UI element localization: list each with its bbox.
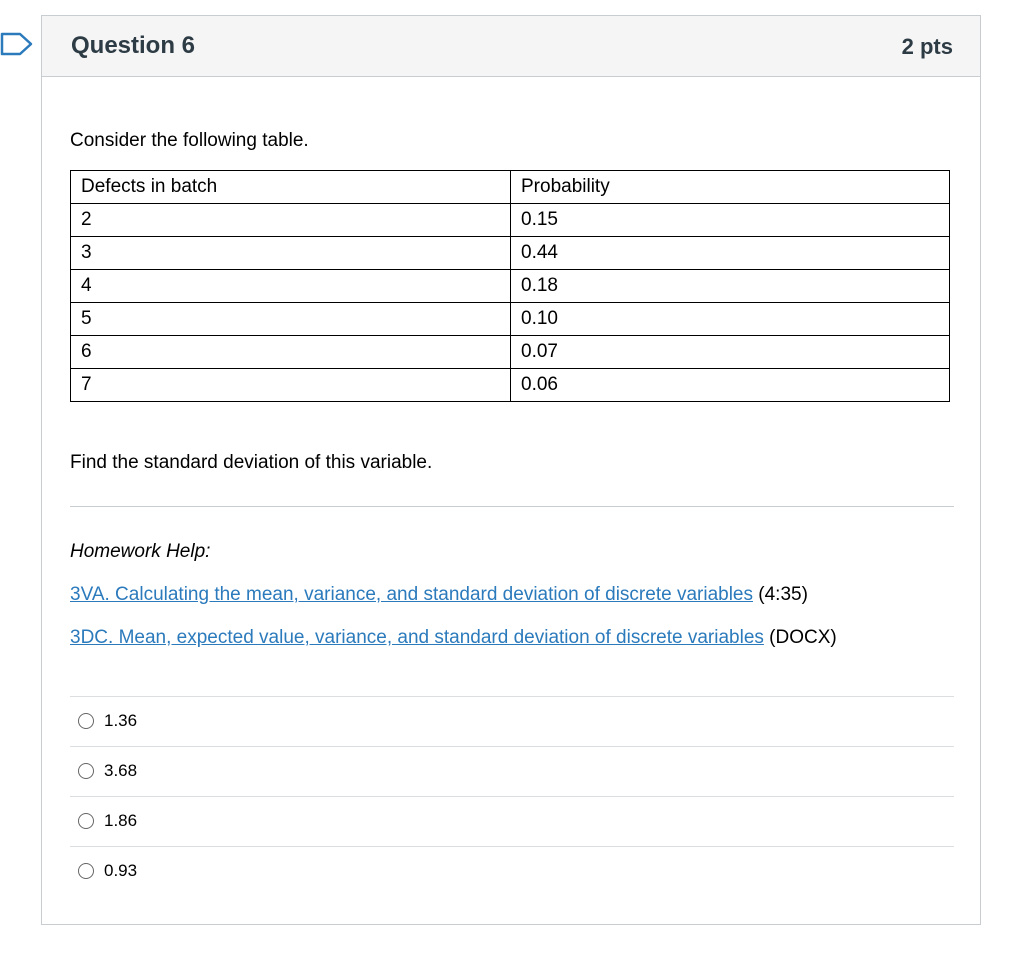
radio-button[interactable] bbox=[78, 863, 94, 879]
help-link-video[interactable]: 3VA. Calculating the mean, variance, and standard deviation of discrete variables bbox=[70, 584, 753, 605]
answer-option[interactable] bbox=[70, 846, 954, 896]
question-card bbox=[41, 15, 981, 925]
table-row bbox=[71, 204, 950, 237]
table-cell: 2 bbox=[71, 204, 511, 237]
table-cell: 0.18 bbox=[511, 270, 950, 303]
answer-label[interactable]: 3.68 bbox=[104, 761, 138, 780]
question-intro: Consider the following table. bbox=[70, 130, 309, 151]
homework-help-label: Homework Help: bbox=[70, 541, 211, 562]
table-cell: 4 bbox=[71, 270, 511, 303]
table-cell: 0.44 bbox=[511, 237, 950, 270]
help-link-row bbox=[70, 627, 837, 649]
table-row bbox=[71, 336, 950, 369]
table-cell: 0.07 bbox=[511, 336, 950, 369]
radio-button[interactable] bbox=[78, 813, 94, 829]
answer-list bbox=[70, 696, 954, 896]
table-row bbox=[71, 369, 950, 402]
table-header-cell: Probability bbox=[511, 171, 950, 204]
answer-option[interactable] bbox=[70, 796, 954, 846]
table-header-row bbox=[71, 171, 950, 204]
question-header bbox=[42, 16, 980, 77]
table-row bbox=[71, 270, 950, 303]
data-table bbox=[70, 170, 950, 402]
table-row bbox=[71, 237, 950, 270]
answer-label[interactable]: 1.36 bbox=[104, 711, 138, 730]
table-cell: 0.10 bbox=[511, 303, 950, 336]
table-cell: 5 bbox=[71, 303, 511, 336]
divider bbox=[70, 506, 954, 507]
question-prompt: Find the standard deviation of this variable. bbox=[70, 452, 433, 473]
table-cell: 0.06 bbox=[511, 369, 950, 402]
answer-label[interactable]: 0.93 bbox=[104, 861, 138, 880]
table-cell: 7 bbox=[71, 369, 511, 402]
help-link-document[interactable]: 3DC. Mean, expected value, variance, and standard deviation of discrete variables bbox=[70, 627, 764, 648]
radio-button[interactable] bbox=[78, 763, 94, 779]
question-points: 2 pts bbox=[901, 34, 953, 59]
table-row bbox=[71, 303, 950, 336]
answer-option[interactable] bbox=[70, 746, 954, 796]
flag-icon[interactable] bbox=[0, 32, 34, 56]
table-cell: 0.15 bbox=[511, 204, 950, 237]
table-cell: 3 bbox=[71, 237, 511, 270]
table-header-cell: Defects in batch bbox=[71, 171, 511, 204]
answer-option[interactable] bbox=[70, 696, 954, 746]
radio-button[interactable] bbox=[78, 713, 94, 729]
help-link-row bbox=[70, 584, 808, 606]
question-title: Question 6 bbox=[71, 32, 196, 59]
table-cell: 6 bbox=[71, 336, 511, 369]
answer-label[interactable]: 1.86 bbox=[104, 811, 138, 830]
help-link-suffix: (DOCX) bbox=[763, 627, 837, 648]
help-link-suffix: (4:35) bbox=[753, 584, 808, 605]
